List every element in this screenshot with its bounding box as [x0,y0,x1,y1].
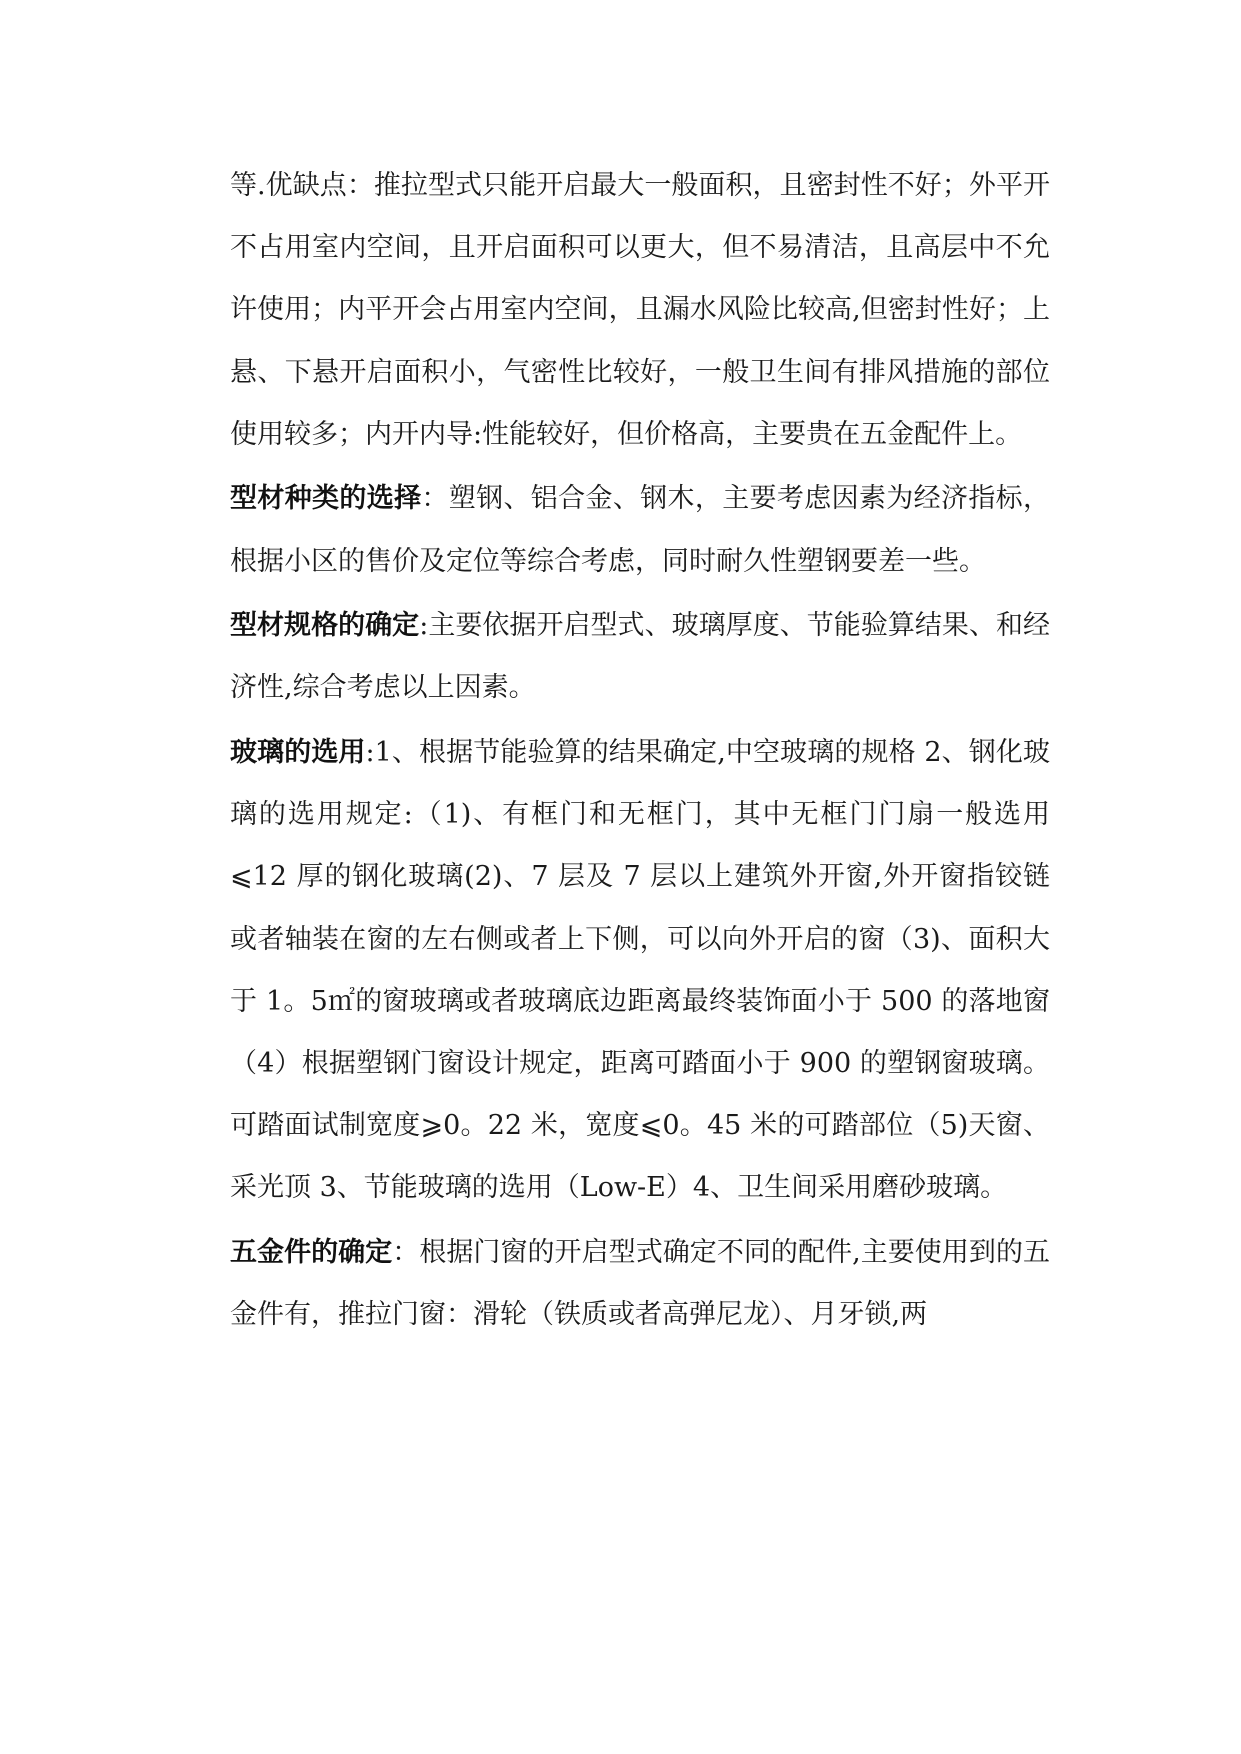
paragraph-hardware [230,1222,1050,1346]
paragraph-heading: 型材规格的确定 [230,610,420,642]
paragraph-text: 等.优缺点：推拉型式只能开启最大一般面积，且密封性不好；外平开不占用室内空间，且开启面积可以更大，但不易清洁，且高层中不允许使用；内平开会占用室内空间，且漏水风险比较高,但密封性好；上悬、下悬开启面积小，气密性比较好，一般卫生间有排风措施的部位使用较多；内开内导:性能较好，但价格高，主要贵在五金配件上。 [230,170,1050,450]
paragraph-text: ：塑钢、铝合金、钢木，主要考虑因素为经济指标，根据小区的售价及定位等综合考虑，同时耐久性塑钢要差一些。 [230,483,1051,577]
paragraph-profile-spec [230,595,1050,719]
paragraph-profile-type [230,468,1050,592]
paragraph-text: :1、根据节能验算的结果确定,中空玻璃的规格 2、钢化玻璃的选用规定:（1)、有框门和无框门，其中无框门门扇一般选用⩽12 厚的钢化玻璃(2)、7 层及 7 层以上建筑外开窗,外开窗指铰链或者轴装在窗的左右侧或者上下侧，可以向外开启的窗（3)、面积大于 1。5㎡的窗玻璃或者玻璃底边距离最终装饰面小于 500 的落地窗（4）根据塑钢门窗设计规定，距离可踏面小于 900 的塑钢窗玻璃。可踏面试制宽度⩾0。22 米，宽度⩽0。45 米的可踏部位（5)天窗、采光顶 3、节能玻璃的选用（Low-E）4、卫生间采用磨砂玻璃。 [230,737,1050,1204]
paragraph-opening-pros-cons [230,155,1050,466]
paragraph-text: ：根据门窗的开启型式确定不同的配件,主要使用到的五金件有，推拉门窗：滑轮（铁质或者高弹尼龙）、月牙锁,两 [230,1237,1050,1331]
paragraph-heading: 型材种类的选择 [230,483,422,515]
paragraph-glass-selection [230,722,1050,1220]
document-body [230,155,1050,1349]
paragraph-text: :主要依据开启型式、玻璃厚度、节能验算结果、和经济性,综合考虑以上因素。 [230,610,1050,704]
paragraph-heading: 五金件的确定 [230,1237,393,1269]
paragraph-heading: 玻璃的选用 [230,737,366,768]
